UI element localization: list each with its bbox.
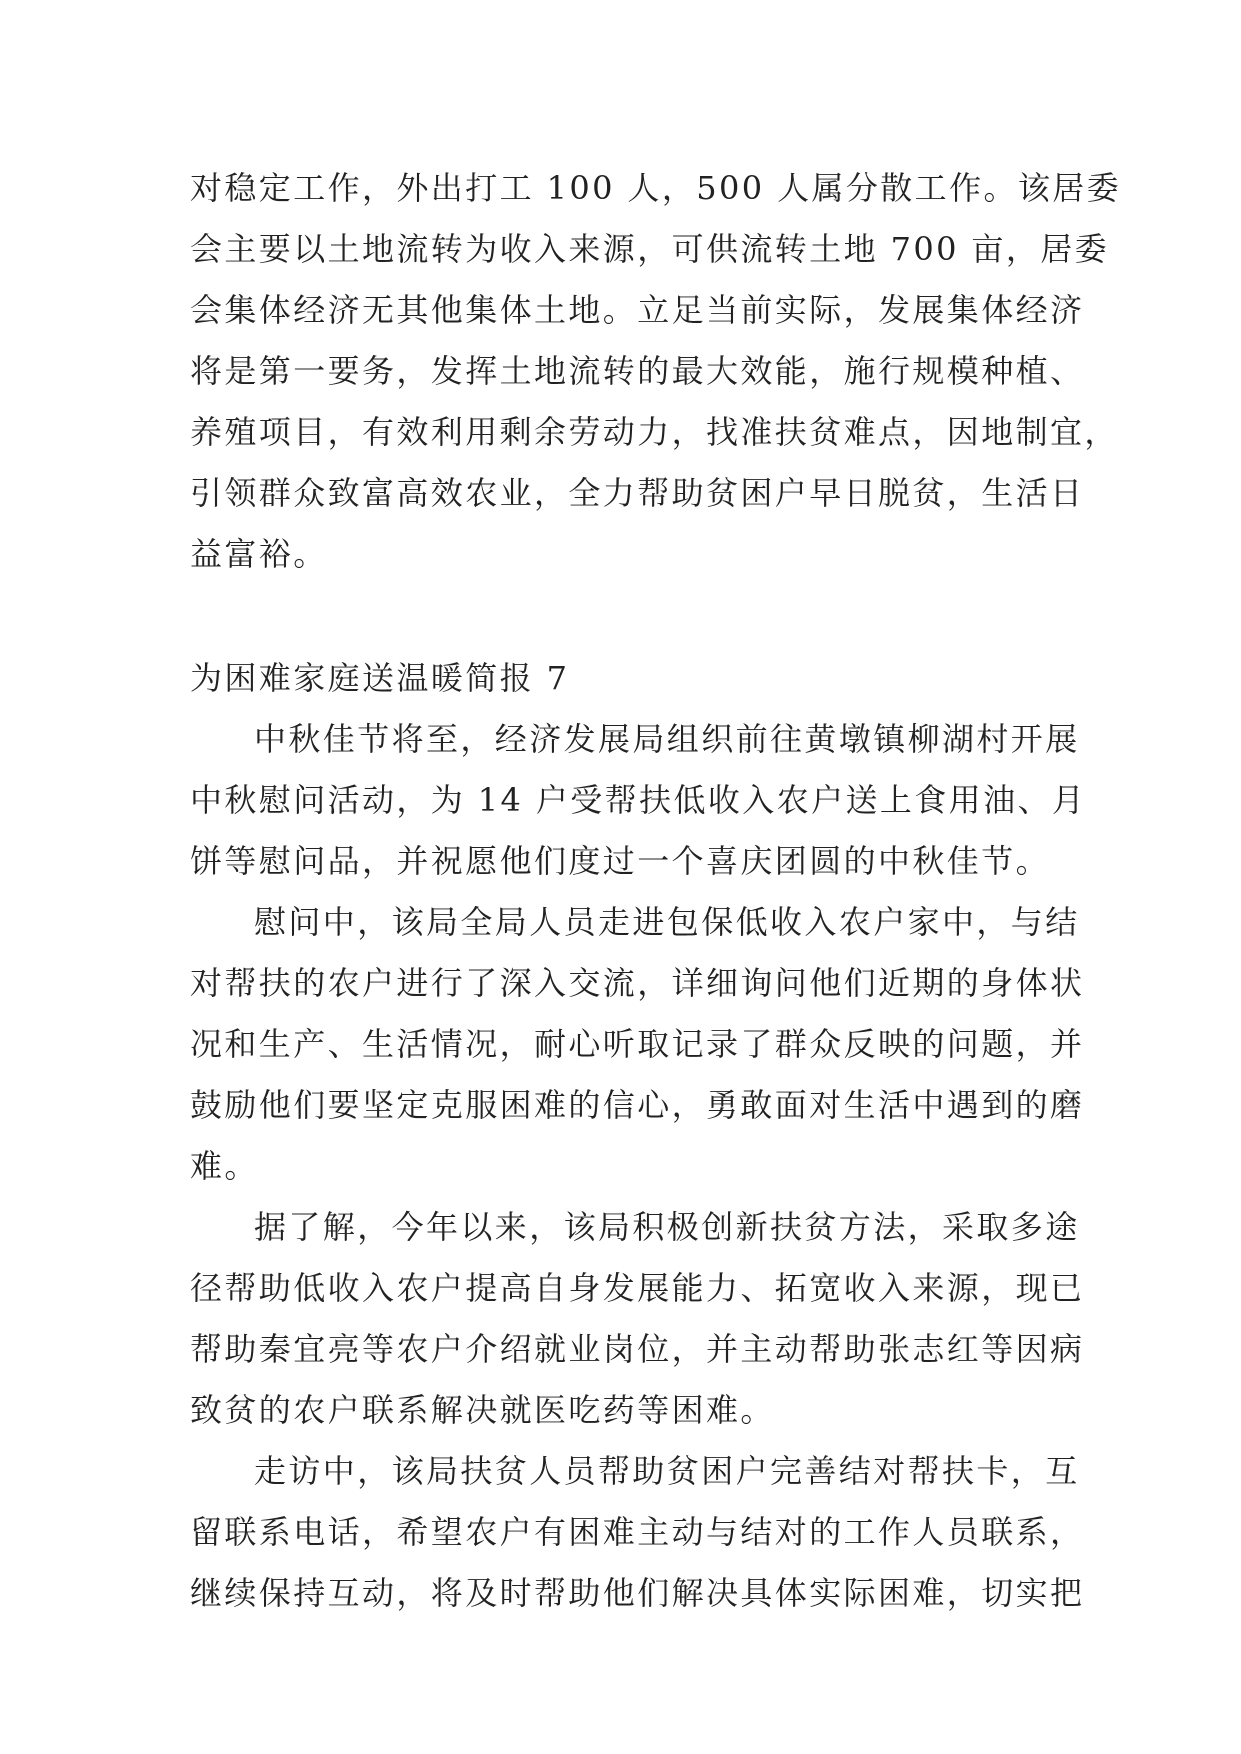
text-line: 养殖项目，有效利用剩余劳动力，找准扶贫难点，因地制宜， [190, 413, 1119, 451]
heading-text: 为困难家庭送温暖简报 7 [190, 659, 570, 697]
text-line: 中秋佳节将至，经济发展局组织前往黄墩镇柳湖村开展 [254, 720, 1080, 758]
text-line: 对稳定工作，外出打工 100 人，500 人属分散工作。该居委 [190, 169, 1122, 207]
intro-paragraph [190, 158, 1122, 585]
text-line: 致贫的农户联系解决就医吃药等困难。 [190, 1391, 775, 1429]
text-line: 会集体经济无其他集体土地。立足当前实际，发展集体经济 [190, 291, 1085, 329]
text-line: 对帮扶的农户进行了深入交流，详细询问他们近期的身体状 [190, 964, 1085, 1002]
text-line: 中秋慰问活动，为 14 户受帮扶低收入农户送上食用油、月 [190, 781, 1087, 819]
text-line: 鼓励他们要坚定克服困难的信心，勇敢面对生活中遇到的磨 [190, 1086, 1085, 1124]
text-line: 走访中，该局扶贫人员帮助贫困户完善结对帮扶卡，互 [254, 1452, 1080, 1490]
text-line: 径帮助低收入农户提高自身发展能力、拓宽收入来源，现已 [190, 1269, 1085, 1307]
paragraph-1 [190, 709, 1087, 892]
paragraph-3 [190, 1197, 1085, 1441]
section-heading [190, 648, 1070, 709]
text-line: 据了解，今年以来，该局积极创新扶贫方法，采取多途 [254, 1208, 1080, 1246]
paragraph-2 [190, 892, 1085, 1197]
document-body [190, 158, 1122, 1624]
text-line: 饼等慰问品，并祝愿他们度过一个喜庆团圆的中秋佳节。 [190, 842, 1051, 880]
paragraph-4 [190, 1441, 1085, 1624]
text-line: 慰问中，该局全局人员走进包保低收入农户家中，与结 [254, 903, 1080, 941]
text-line: 帮助秦宜亮等农户介绍就业岗位，并主动帮助张志红等因病 [190, 1330, 1085, 1368]
text-line: 留联系电话，希望农户有困难主动与结对的工作人员联系， [190, 1513, 1085, 1551]
text-line: 况和生产、生活情况，耐心听取记录了群众反映的问题，并 [190, 1025, 1085, 1063]
text-line: 难。 [190, 1147, 259, 1185]
text-line: 会主要以土地流转为收入来源，可供流转土地 700 亩，居委 [190, 230, 1110, 268]
text-line: 益富裕。 [190, 535, 328, 573]
text-line: 引领群众致富高效农业，全力帮助贫困户早日脱贫，生活日 [190, 474, 1085, 512]
text-line: 继续保持互动，将及时帮助他们解决具体实际困难，切实把 [190, 1574, 1085, 1612]
text-line: 将是第一要务，发挥土地流转的最大效能，施行规模种植、 [190, 352, 1085, 390]
